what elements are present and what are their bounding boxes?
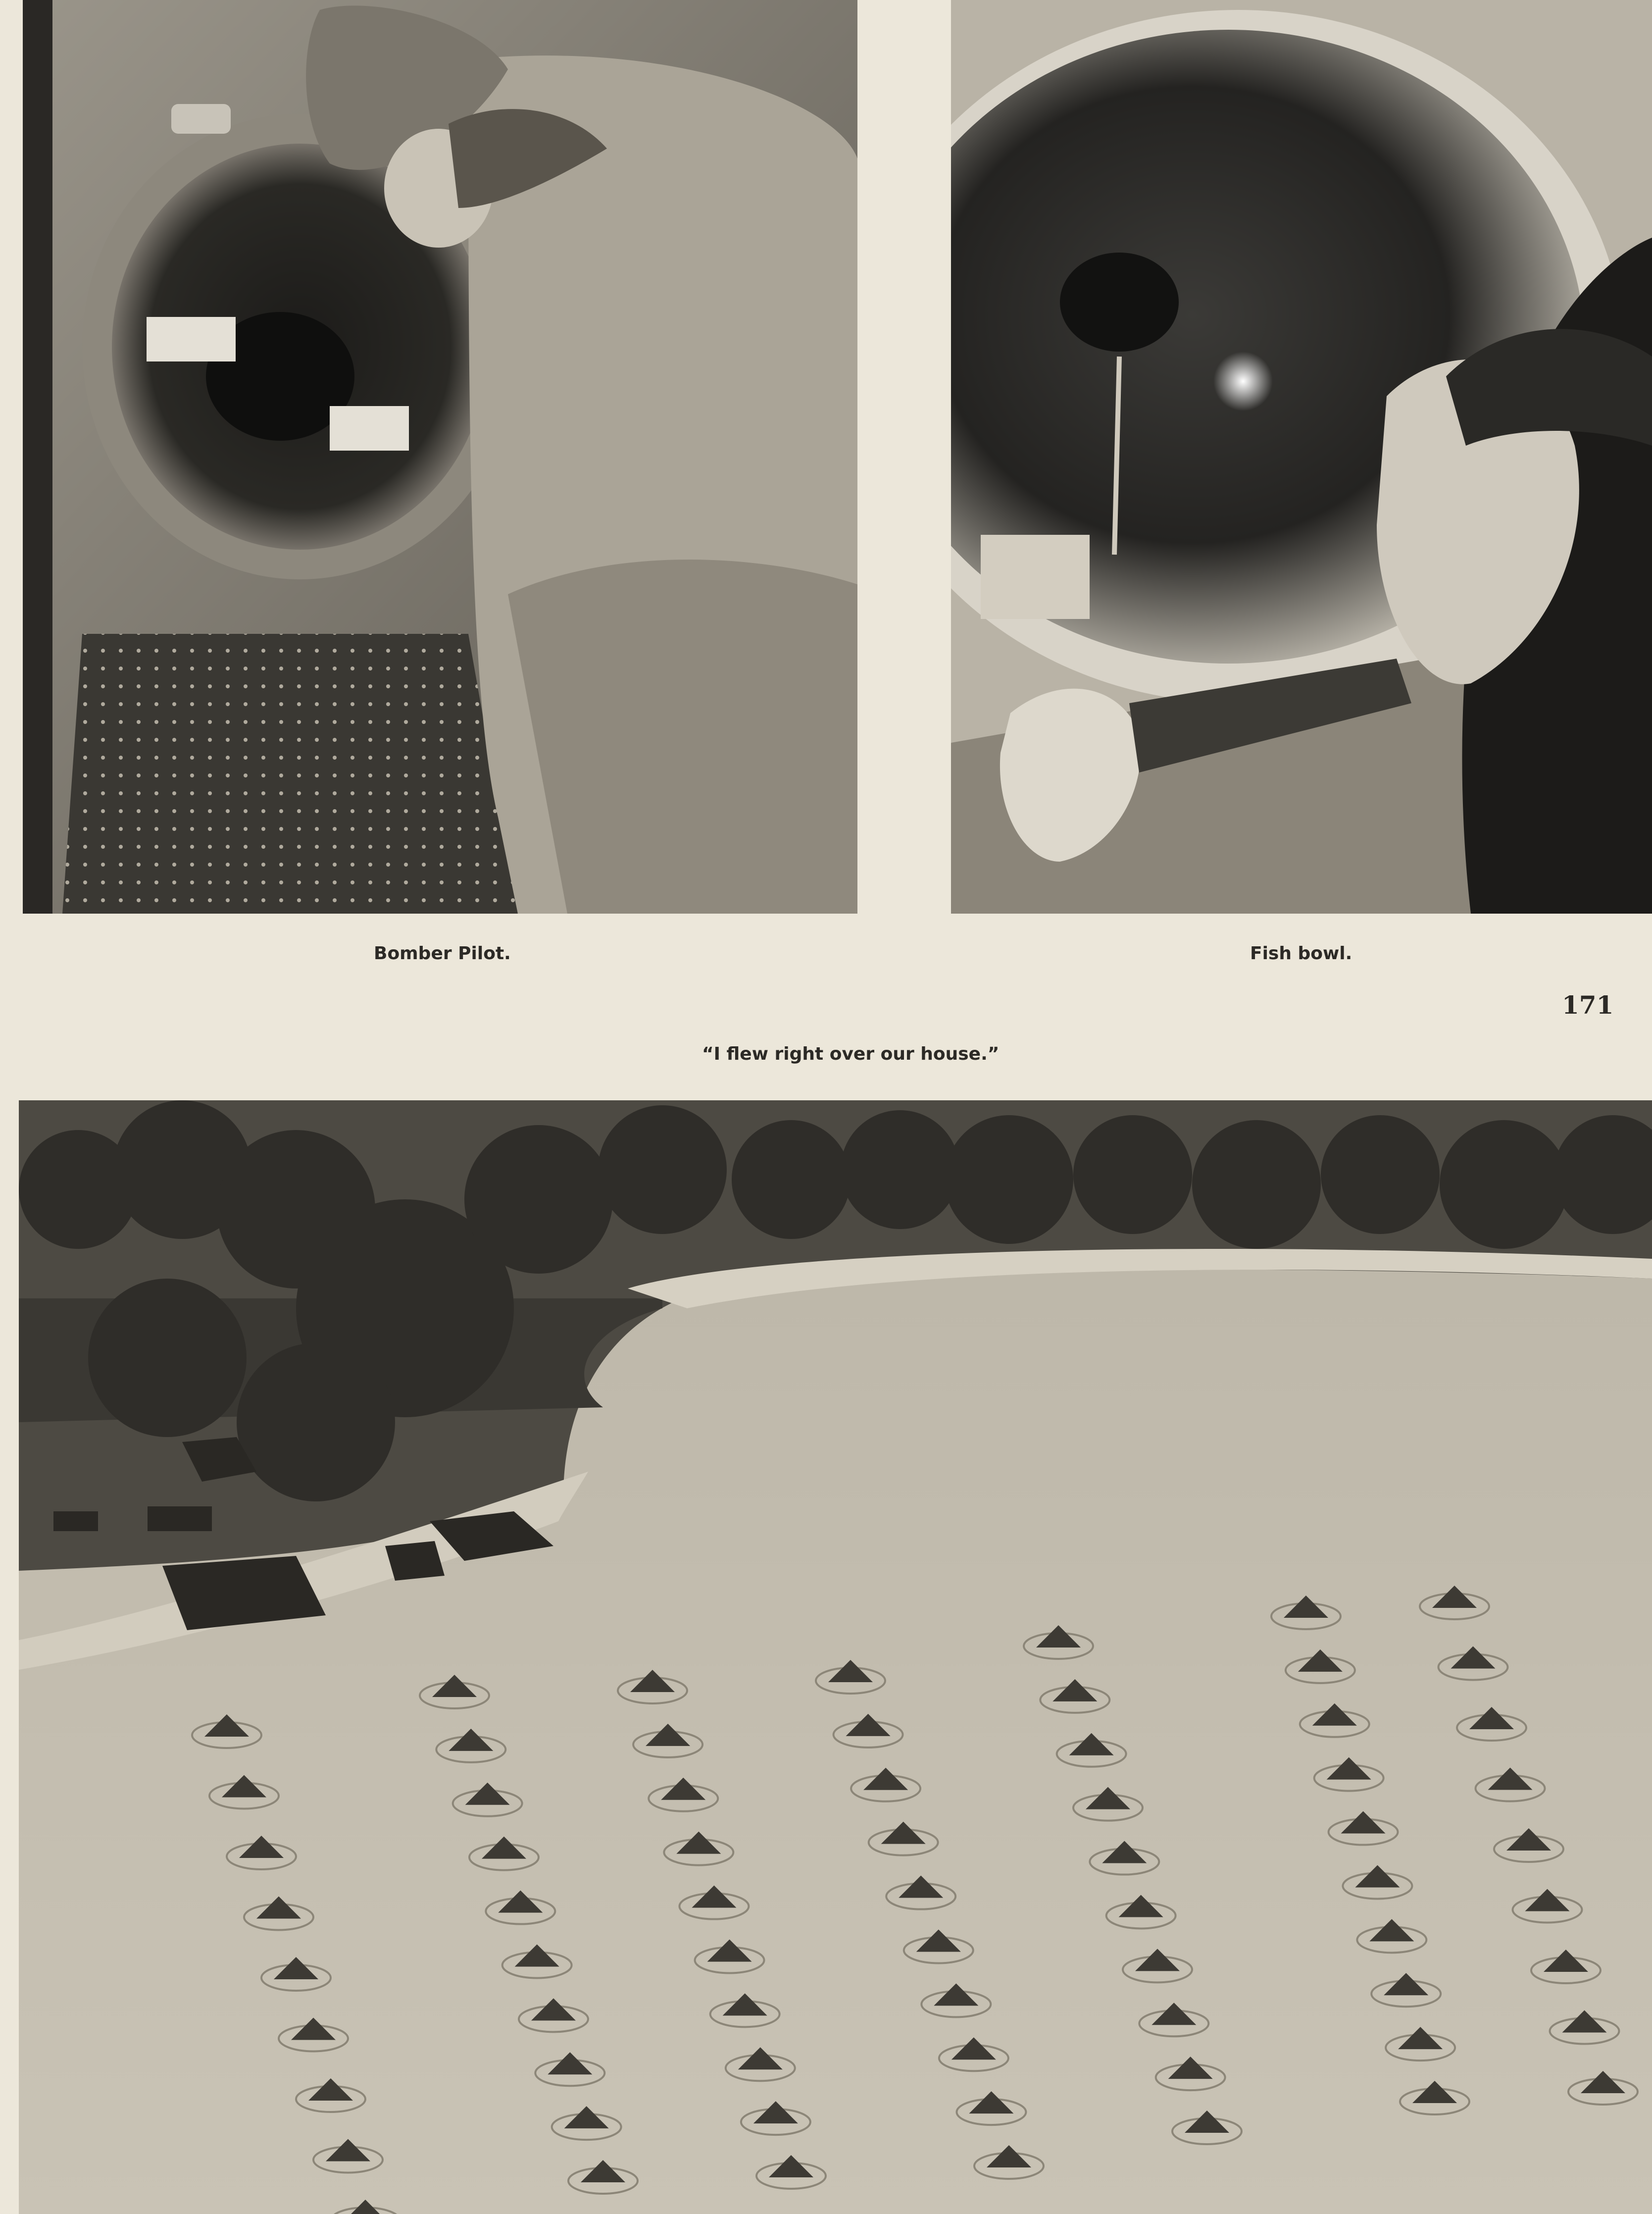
page-number: 171 — [1562, 990, 1614, 1020]
fish-bowl-caption: Fish bowl. — [1250, 943, 1352, 964]
aerial-camp-caption: “I flew right over our house.” — [702, 1044, 1000, 1064]
aerial-camp-photo — [19, 1100, 1652, 2214]
fish-bowl-photo — [951, 0, 1652, 914]
bomber-pilot-caption: Bomber Pilot. — [374, 943, 511, 964]
bomber-pilot-photo — [23, 0, 857, 914]
